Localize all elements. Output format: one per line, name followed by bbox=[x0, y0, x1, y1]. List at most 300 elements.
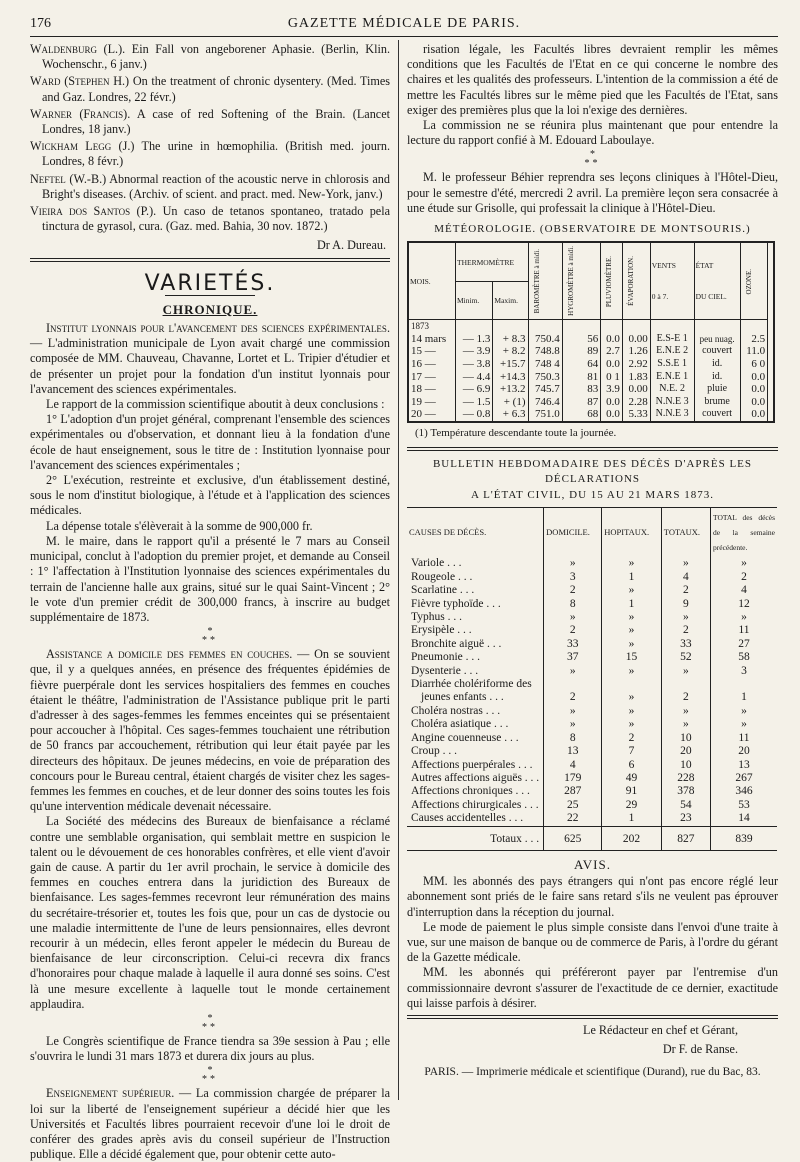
deaths-tot: 2 bbox=[661, 584, 710, 597]
meteo-day: 15 — bbox=[408, 345, 456, 358]
right-column bbox=[407, 42, 778, 1081]
deaths-total-dom: 625 bbox=[544, 826, 602, 850]
paragraph bbox=[30, 647, 390, 814]
deaths-row bbox=[407, 799, 777, 812]
meteo-header-pluviometre: PLUVIOMÈTRE. bbox=[605, 255, 614, 307]
meteo-hygro: 87 bbox=[562, 396, 600, 409]
deaths-row bbox=[407, 772, 777, 785]
meteo-evap: 1.83 bbox=[622, 371, 650, 384]
deaths-header-causes: CAUSES DE DÉCÈS. bbox=[409, 527, 487, 537]
deaths-dom: 33 bbox=[544, 638, 602, 651]
deaths-table bbox=[407, 507, 777, 851]
deaths-cause: Bronchite aiguë . . . bbox=[411, 637, 502, 650]
asterism: * ** bbox=[202, 626, 218, 647]
bibliography-list bbox=[30, 42, 390, 234]
deaths-hop: » bbox=[602, 665, 662, 678]
deaths-hop: 6 bbox=[602, 759, 662, 772]
deaths-row bbox=[407, 691, 777, 704]
paragraph-text: Le rapport de la commission scientifique aboutit à deux conclusions : bbox=[46, 397, 385, 412]
deaths-tot: 10 bbox=[661, 759, 710, 772]
deaths-cause: Causes accidentelles . . . bbox=[411, 812, 524, 825]
section-subtitle: CHRONIQUE. bbox=[162, 301, 258, 317]
avis-title: AVIS. bbox=[574, 856, 611, 872]
meteo-hygro: 56 bbox=[562, 333, 600, 346]
deaths-dom: 13 bbox=[544, 745, 602, 758]
bibliography-signature: Dr A. Dureau. bbox=[316, 238, 386, 253]
meteo-cell bbox=[768, 320, 774, 333]
deaths-hop: 1 bbox=[602, 812, 662, 826]
deaths-tot: » bbox=[661, 665, 710, 678]
meteo-ozone: 0.0 bbox=[740, 371, 767, 384]
meteo-body bbox=[408, 320, 774, 422]
deaths-row bbox=[407, 785, 777, 798]
meteo-evap: 5.33 bbox=[622, 408, 650, 422]
meteo-header-barometre: BAROMÈTRE à midi. bbox=[532, 249, 541, 314]
deaths-prev: » bbox=[711, 611, 778, 624]
meteo-evap: 2.92 bbox=[622, 358, 650, 371]
deaths-tot: 378 bbox=[661, 785, 710, 798]
deaths-row bbox=[407, 651, 777, 664]
deaths-hop: 49 bbox=[602, 772, 662, 785]
deaths-hop: » bbox=[602, 638, 662, 651]
deaths-prev: 2 bbox=[711, 571, 778, 584]
deaths-prev: 11 bbox=[711, 624, 778, 637]
meteo-evap: 0.00 bbox=[622, 383, 650, 396]
paragraph bbox=[30, 814, 390, 1012]
meteo-etat: brume bbox=[694, 396, 740, 409]
meteo-max: +13.2 bbox=[493, 383, 528, 396]
deaths-prev: 12 bbox=[711, 598, 778, 611]
bib-text: Abnormal reaction of the acoustic nerve in chlorosis and Bright's diseases. (Archiv. of scient. and pract. med. New-York, janv.) bbox=[42, 171, 390, 201]
deaths-hop: » bbox=[602, 557, 662, 570]
deaths-cause: Typhus . . . bbox=[411, 611, 462, 624]
meteo-header-mois: MOIS. bbox=[408, 242, 456, 320]
meteo-evap: 2.28 bbox=[622, 396, 650, 409]
meteo-header-hygrometre: HYGROMÈTRE à midi. bbox=[566, 246, 575, 317]
deaths-total-prev: 839 bbox=[711, 826, 778, 850]
paragraph-text: La Société des médecins des Bureaux de bienfaisance a réclamé contre une semblable organisation, qui semblait mettre en suspicion le talent ou le dévouement de ces honorables confrères, et elle vient d'avoir gain de cause. A partir du 1er avril prochain, le service à domicile des femmes en couches entrera dans la juridiction des Bureaux de bienfaisance. Les sages-femmes recevront leur rémunération des mains du secrétaire-trésorier et, toutes les fois que, pour un cas de dystocie ou une maladie intermittente de l'une de leurs pensionnaires, elles devront recourir à un médecin, elles feront appeler le médecin du Bureau de bienfaisance de leur circonscription. Celui-ci recevra dix francs d'honoraires pour chaque malade à laquelle il aura donné ses soins. C'est là une mesure excellente à laquelle tout le monde certainement applaudira. bbox=[30, 814, 390, 1011]
meteo-pluvio: 0 1 bbox=[601, 371, 623, 384]
meteo-etat: couvert bbox=[694, 408, 740, 422]
deaths-dom: 2 bbox=[544, 584, 602, 597]
deaths-cause: Dysenterie . . . bbox=[411, 664, 479, 677]
meteo-etat: id. bbox=[694, 358, 740, 371]
meteo-min: — 1.3 bbox=[456, 333, 493, 346]
meteo-day: 18 — bbox=[408, 383, 456, 396]
deaths-row bbox=[407, 678, 777, 691]
meteo-vents: E.S-E 1 bbox=[650, 333, 694, 346]
meteo-evap: 1.26 bbox=[622, 345, 650, 358]
meteo-min: — 3.9 bbox=[456, 345, 493, 358]
avis-paragraph: MM. les abonnés des pays étrangers qui n'ont pas encore réglé leur abonnement sont priés de le faire sans retard s'ils ne veulent pas éprouver d'interruption dans la réception du journal. bbox=[407, 874, 778, 919]
editor-name: Dr F. de Ranse. bbox=[662, 1042, 738, 1057]
paragraph: La commission ne se réunira plus maintenant que pour entendre la lecture du rapport confié à M. Edouard Laboulaye. bbox=[407, 118, 778, 148]
deaths-dom: 179 bbox=[544, 772, 602, 785]
meteo-header-ozone: OZONE. bbox=[744, 268, 753, 294]
deaths-hop: » bbox=[602, 718, 662, 731]
deaths-row bbox=[407, 584, 777, 597]
bib-entry bbox=[30, 107, 390, 137]
meteo-row bbox=[408, 333, 774, 346]
meteo-baro: 748 4 bbox=[528, 358, 562, 371]
meteo-min: — 3.8 bbox=[456, 358, 493, 371]
meteo-hygro: 68 bbox=[562, 408, 600, 422]
deaths-total-row bbox=[407, 826, 777, 850]
meteo-ozone: 11.0 bbox=[740, 345, 767, 358]
deaths-tot: 2 bbox=[661, 691, 710, 704]
deaths-dom: 2 bbox=[544, 624, 602, 637]
meteo-vents: E.N.E 1 bbox=[650, 371, 694, 384]
deaths-tot: 9 bbox=[661, 598, 710, 611]
meteo-vents: E.N.E 2 bbox=[650, 345, 694, 358]
paragraph-text: La dépense totale s'élèverait à la somme de 900,000 fr. bbox=[46, 518, 313, 533]
deaths-tot: 4 bbox=[661, 571, 710, 584]
meteo-max: + 6.3 bbox=[493, 408, 528, 422]
meteo-table bbox=[407, 241, 775, 423]
meteo-day: 19 — bbox=[408, 396, 456, 409]
bib-author: Waldenburg (L.). bbox=[30, 42, 126, 56]
deaths-dom: » bbox=[544, 611, 602, 624]
bib-author: Vieira dos Santos (P.). bbox=[30, 204, 157, 219]
column-divider bbox=[398, 40, 399, 1100]
bib-author: Warner (Francis). bbox=[30, 106, 131, 121]
meteo-row bbox=[408, 383, 774, 396]
meteo-etat: peu nuag. bbox=[694, 333, 740, 346]
bib-author: Neftel (W.-B.) bbox=[30, 171, 107, 186]
meteo-etat: pluie bbox=[694, 383, 740, 396]
deaths-dom: 25 bbox=[544, 799, 602, 812]
behier-article: M. le professeur Béhier reprendra ses leçons cliniques à l'Hôtel-Dieu, pour le semestre d'été, mercredi 2 avril. La première leçon sera consacrée à une étude sur Grisolle, qui professait la clinique à l'Hôtel-Dieu. bbox=[407, 170, 778, 215]
deaths-prev bbox=[711, 678, 778, 691]
deaths-tot: 228 bbox=[661, 772, 710, 785]
deaths-row bbox=[407, 624, 777, 637]
bib-entry bbox=[30, 42, 390, 72]
meteo-ozone: 0.0 bbox=[740, 408, 767, 422]
bib-entry bbox=[30, 172, 390, 202]
deaths-hop: 15 bbox=[602, 651, 662, 664]
deaths-tot: 54 bbox=[661, 799, 710, 812]
deaths-hop: » bbox=[602, 611, 662, 624]
meteo-baro: 746.4 bbox=[528, 396, 562, 409]
meteo-hygro: 89 bbox=[562, 345, 600, 358]
deaths-hop: 91 bbox=[602, 785, 662, 798]
bib-entry bbox=[30, 139, 390, 169]
meteo-ozone: 6 0 bbox=[740, 358, 767, 371]
meteo-baro: 750.4 bbox=[528, 333, 562, 346]
deaths-cause: Angine couenneuse . . . bbox=[411, 731, 519, 744]
deaths-title-line1: BULLETIN HEBDOMADAIRE DES DÉCÈS D'APRÈS LES DÉCLARATIONS bbox=[432, 458, 753, 486]
deaths-tot: » bbox=[661, 611, 710, 624]
bib-entry bbox=[30, 74, 390, 104]
meteo-baro: 745.7 bbox=[528, 383, 562, 396]
enseignement-lead: Enseignement supérieur. bbox=[46, 1086, 175, 1101]
meteo-day: 20 — bbox=[408, 408, 456, 422]
deaths-row bbox=[407, 557, 777, 570]
deaths-tot: » bbox=[661, 718, 710, 731]
deaths-dom: 8 bbox=[544, 598, 602, 611]
meteo-max: + (1) bbox=[493, 396, 528, 409]
meteo-cell bbox=[528, 320, 562, 333]
paragraph-lead: Institut lyonnais pour l'avancement des sciences expérimentales. bbox=[46, 321, 390, 336]
meteo-etat: couvert bbox=[694, 345, 740, 358]
deaths-cause: Choléra nostras . . . bbox=[411, 704, 501, 717]
deaths-row bbox=[407, 732, 777, 745]
meteo-baro: 748.8 bbox=[528, 345, 562, 358]
paragraph-lead: Assistance a domicile des femmes en couches. bbox=[46, 647, 293, 662]
congres-article: Le Congrès scientifique de France tiendra sa 39e session à Pau ; elle s'ouvrira le lundi 31 mars 1873 et durera dix jours au plus. bbox=[30, 1033, 390, 1064]
deaths-hop: 29 bbox=[602, 799, 662, 812]
deaths-row bbox=[407, 759, 777, 772]
deaths-header-precedente: TOTAL des décès de la semaine précédente. bbox=[711, 507, 778, 557]
deaths-prev: 1 bbox=[711, 691, 778, 704]
deaths-prev: 58 bbox=[711, 651, 778, 664]
double-rule bbox=[407, 1015, 778, 1019]
deaths-title-line2: A L'ÉTAT CIVIL, DU 15 AU 21 MARS 1873. bbox=[470, 488, 714, 501]
deaths-dom: 287 bbox=[544, 785, 602, 798]
deaths-hop bbox=[602, 678, 662, 691]
deaths-dom: » bbox=[544, 705, 602, 718]
page-header bbox=[30, 14, 778, 37]
asterism: * ** bbox=[202, 1012, 218, 1033]
meteo-vents: S.S.E 1 bbox=[650, 358, 694, 371]
deaths-header-totaux: TOTAUX. bbox=[661, 507, 710, 557]
meteo-header-evaporation: ÉVAPORATION. bbox=[626, 256, 635, 307]
meteo-header-min: Minim. bbox=[456, 282, 493, 320]
meteo-etat: id. bbox=[694, 371, 740, 384]
meteo-row bbox=[408, 345, 774, 358]
bib-text: A case of red Softening of the Brain. (Lancet Londres, 18 janv.) bbox=[42, 106, 390, 137]
paragraph bbox=[30, 534, 390, 625]
deaths-row bbox=[407, 638, 777, 651]
meteo-hygro: 83 bbox=[562, 383, 600, 396]
deaths-dom: 8 bbox=[544, 732, 602, 745]
deaths-hop: » bbox=[602, 705, 662, 718]
meteo-pluvio: 3.9 bbox=[601, 383, 623, 396]
deaths-cause: Fièvre typhoïde . . . bbox=[411, 597, 501, 610]
deaths-row bbox=[407, 718, 777, 731]
deaths-dom: » bbox=[544, 665, 602, 678]
meteo-row bbox=[408, 371, 774, 384]
meteo-pluvio: 0.0 bbox=[601, 333, 623, 346]
meteo-header-etat: ÉTAT DU CIEL. bbox=[694, 242, 740, 320]
paragraph-text: M. le maire, dans le rapport qu'il a présenté le 7 mars au Conseil municipal, conclut à l'adoption du premier projet, et demande au Conseil : 1° l'affectation à l'Institution lyonnaise des sciences expérimentales du terrain de l'ancienne halle aux grains, situé sur le quai Saint-Vincent ; 2° le vote d'un premier crédit de 300,000 francs, à inscrire au budget supplémentaire de 1873. bbox=[30, 533, 390, 624]
meteo-row bbox=[408, 358, 774, 371]
editor-title: Le Rédacteur en chef et Gérant, bbox=[583, 1022, 738, 1037]
deaths-prev: 27 bbox=[711, 638, 778, 651]
deaths-row bbox=[407, 665, 777, 678]
paragraph: risation légale, les Facultés libres devraient remplir les mêmes conditions que les Facultés de l'Etat en ce qui concerne le nombre des chaires et les qualités des professeurs. L'intention de la commission a été de mettre les Facultés libres sur le même pied que les Facultés de l'Etat, sans exiger des premières plus que la loi n'exige des dernières. bbox=[407, 42, 778, 117]
deaths-cause: Affections puerpérales . . . bbox=[411, 758, 533, 771]
paragraph-text: 1° L'adoption d'un projet général, comprenant l'ensemble des sciences expérimentales ou d'observation, et donnant lieu à la fondation d'une école de haut enseignement, sous le titre de : Institution lyonnaise pour l'avancement des sciences expérimentales ; bbox=[30, 412, 390, 472]
deaths-dom: 22 bbox=[544, 812, 602, 826]
bib-text: The urine in hœmophilia. (British med. journ. Londres, 8 févr.) bbox=[42, 139, 390, 169]
deaths-row bbox=[407, 812, 777, 826]
deaths-prev: 4 bbox=[711, 584, 778, 597]
deaths-hop: 7 bbox=[602, 745, 662, 758]
institut-article bbox=[30, 321, 390, 625]
deaths-prev: » bbox=[711, 718, 778, 731]
deaths-tot: 23 bbox=[661, 812, 710, 826]
deaths-cause: jeunes enfants . . . bbox=[421, 691, 504, 704]
deaths-hop: » bbox=[602, 691, 662, 704]
meteo-cell bbox=[562, 320, 600, 333]
meteo-cell bbox=[622, 320, 650, 333]
meteo-pluvio: 2.7 bbox=[601, 345, 623, 358]
deaths-row bbox=[407, 745, 777, 758]
deaths-dom: 3 bbox=[544, 571, 602, 584]
meteo-vents: N.N.E 3 bbox=[650, 408, 694, 422]
deaths-cause: Pneumonie . . . bbox=[411, 651, 480, 664]
deaths-body bbox=[407, 557, 777, 850]
deaths-tot: 20 bbox=[661, 745, 710, 758]
deaths-prev: 11 bbox=[711, 732, 778, 745]
deaths-tot: 52 bbox=[661, 651, 710, 664]
meteo-max: +14.3 bbox=[493, 371, 528, 384]
section-title: VARIETÉS. bbox=[144, 270, 276, 296]
deaths-tot: 2 bbox=[661, 624, 710, 637]
deaths-header-hopitaux: HOPITAUX. bbox=[602, 507, 662, 557]
deaths-cause: Rougeole . . . bbox=[411, 570, 473, 583]
deaths-total-hop: 202 bbox=[602, 826, 662, 850]
bib-text: Ein Fall von angeborener Aphasie. (Berlin, Klin. Wochenschr., 6 janv.) bbox=[42, 42, 390, 72]
meteo-cell bbox=[456, 320, 493, 333]
deaths-dom: » bbox=[544, 557, 602, 570]
deaths-dom: 2 bbox=[544, 691, 602, 704]
imprint: PARIS. — Imprimerie médicale et scientifique (Durand), rue du Bac, 83. bbox=[424, 1066, 761, 1079]
double-rule bbox=[407, 447, 778, 451]
paragraph bbox=[30, 473, 390, 519]
deaths-total-label: Totaux . . . bbox=[407, 826, 544, 850]
paragraph bbox=[30, 321, 390, 397]
deaths-prev: » bbox=[711, 557, 778, 570]
deaths-cause: Scarlatine . . . bbox=[411, 584, 475, 597]
paragraph bbox=[30, 412, 390, 473]
deaths-row bbox=[407, 598, 777, 611]
meteo-pluvio: 0.0 bbox=[601, 358, 623, 371]
deaths-prev: 20 bbox=[711, 745, 778, 758]
page-number: 176 bbox=[30, 16, 51, 31]
meteo-max: + 8.3 bbox=[493, 333, 528, 346]
paragraph-text: — On se souvient que, il y a quelques années, en présence des fréquentes épidémies de fièvre puerpérale dont les services hospitaliers des femmes en couches étaient le théâtre, l'administration de l'Assistance publique prit le parti d'adresser à des sages-femmes les femmes enceintes qui se présentaient pour accoucher à l'hôpital. Ces sages-femmes touchaient une rétribution de 50 francs par accouchement, rétribution qui leur était payée par les directeurs des hôpitaux. De jeunes médecins, en voie de préparation des concours pour le Bureau central, étaient chargés de visiter chez les sages-femmes les femmes en couches, et de leur donner des soins toutes les fois qu'une intervention médicale devenait nécessaire. bbox=[30, 647, 390, 814]
meteo-min: — 0.8 bbox=[456, 408, 493, 422]
deaths-cause: Croup . . . bbox=[411, 745, 457, 758]
meteo-pluvio: 0.0 bbox=[601, 396, 623, 409]
paragraph bbox=[30, 397, 390, 412]
asterism: * ** bbox=[202, 1065, 218, 1086]
meteo-hygro: 81 bbox=[562, 371, 600, 384]
deaths-cause: Erysipèle . . . bbox=[411, 624, 472, 637]
meteo-min: — 4.4 bbox=[456, 371, 493, 384]
paragraph bbox=[30, 519, 390, 534]
meteo-baro: 750.3 bbox=[528, 371, 562, 384]
meteo-day: 14 mars bbox=[408, 333, 456, 346]
deaths-cause: Variole . . . bbox=[411, 557, 462, 570]
deaths-cause: Affections chroniques . . . bbox=[411, 785, 530, 798]
paragraph-text: — L'administration municipale de Lyon avait chargé une commission composée de MM. Chauveau, Chavanne, Lortet et L. Tripier d'étudier et de présenter un projet pour la fondation d'un institut lyonnais pour l'avancement des sciences expérimentales. bbox=[30, 336, 390, 396]
deaths-dom: 4 bbox=[544, 759, 602, 772]
meteo-cell bbox=[740, 320, 767, 333]
deaths-prev: 53 bbox=[711, 799, 778, 812]
deaths-tot: » bbox=[661, 557, 710, 570]
double-rule bbox=[30, 258, 390, 262]
meteo-min: — 1.5 bbox=[456, 396, 493, 409]
meteo-cell bbox=[694, 320, 740, 333]
deaths-cause: Autres affections aiguës . . . bbox=[411, 771, 540, 784]
deaths-dom bbox=[544, 678, 602, 691]
meteo-cell bbox=[650, 320, 694, 333]
meteo-baro: 751.0 bbox=[528, 408, 562, 422]
meteo-year-row bbox=[408, 320, 774, 333]
deaths-hop: » bbox=[602, 584, 662, 597]
meteo-max: +15.7 bbox=[493, 358, 528, 371]
meteo-footnote: (1) Température descendante toute la journée. bbox=[415, 426, 617, 439]
meteo-row bbox=[408, 396, 774, 409]
journal-title: GAZETTE MÉDICALE DE PARIS. bbox=[287, 16, 521, 31]
deaths-hop: 1 bbox=[602, 598, 662, 611]
deaths-prev: 14 bbox=[711, 812, 778, 826]
meteo-evap: 0.00 bbox=[622, 333, 650, 346]
enseignement-article bbox=[30, 1086, 390, 1162]
deaths-prev: 3 bbox=[711, 665, 778, 678]
paragraph-text: 2° L'exécution, restreinte et exclusive, d'un établissement destiné, sous le nom d'institut biologique, à l'étude et à l'application des sciences médicales. bbox=[30, 473, 390, 518]
deaths-dom: 37 bbox=[544, 651, 602, 664]
bib-entry bbox=[30, 204, 390, 234]
meteo-cell bbox=[493, 320, 528, 333]
bib-text: On the treatment of chronic dysentery. (Med. Times and Gaz. Londres, 22 févr.) bbox=[42, 74, 390, 104]
bib-author: Ward (Stephen H.) bbox=[30, 74, 130, 89]
meteo-ozone: 0.0 bbox=[740, 396, 767, 409]
meteo-title: MÉTÉOROLOGIE. (OBSERVATOIRE DE MONTSOURIS.) bbox=[434, 223, 751, 236]
meteo-hygro: 64 bbox=[562, 358, 600, 371]
meteo-vents: N.N.E 3 bbox=[650, 396, 694, 409]
asterism: * ** bbox=[584, 149, 601, 170]
deaths-header-domicile: DOMICILE. bbox=[544, 507, 602, 557]
meteo-day: 17 — bbox=[408, 371, 456, 384]
deaths-row bbox=[407, 571, 777, 584]
deaths-cause: Diarrhée cholériforme des bbox=[411, 678, 532, 691]
meteo-year: 1873 bbox=[408, 320, 456, 333]
bib-text: Un caso de tetanos spontaneo, tratado pela tinctura de gyrasol, cura. (Gaz. med. Bahia, 30 nov. 1872.) bbox=[42, 204, 390, 234]
meteo-header-max: Maxim. bbox=[493, 282, 528, 320]
meteo-vents: N.E. 2 bbox=[650, 383, 694, 396]
deaths-row bbox=[407, 611, 777, 624]
meteo-cell bbox=[601, 320, 623, 333]
deaths-cause: Choléra asiatique . . . bbox=[411, 718, 509, 731]
meteo-day: 16 — bbox=[408, 358, 456, 371]
meteo-header-vents: VENTS 0 à 7. bbox=[650, 242, 694, 320]
meteo-header-thermometre: THERMOMÈTRE bbox=[456, 242, 529, 281]
deaths-dom: » bbox=[544, 718, 602, 731]
deaths-hop: » bbox=[602, 624, 662, 637]
deaths-prev: 267 bbox=[711, 772, 778, 785]
deaths-total-tot: 827 bbox=[661, 826, 710, 850]
deaths-prev: 346 bbox=[711, 785, 778, 798]
deaths-tot: » bbox=[661, 705, 710, 718]
deaths-prev: 13 bbox=[711, 759, 778, 772]
enseignement-text: — La commission chargée de préparer la loi sur la liberté de l'enseignement supérieur a décidé hier que les Universités et Facultés libres pourraient recevoir d'une loi le droit de conférer des grades après avis du conseil supérieur de l'Instruction publique. Elle a décidé également que, pour obtenir cette auto- bbox=[30, 1086, 390, 1162]
avis-paragraph: Le mode de paiement le plus simple consiste dans l'envoi d'une traite à vue, sur une maison de banque ou de commerce de Paris, à l'ordre du gérant de la Gazette médicale. bbox=[407, 919, 778, 965]
deaths-cause: Affections chirurgicales . . . bbox=[411, 798, 539, 811]
left-column bbox=[30, 42, 390, 1162]
enseignement-continued bbox=[407, 42, 778, 148]
bib-author: Wickham Legg (J.) bbox=[30, 139, 135, 154]
assistance-article bbox=[30, 647, 390, 1012]
meteo-min: — 6.9 bbox=[456, 383, 493, 396]
deaths-row bbox=[407, 705, 777, 718]
deaths-tot bbox=[661, 678, 710, 691]
deaths-tot: 10 bbox=[661, 732, 710, 745]
meteo-row bbox=[408, 408, 774, 422]
